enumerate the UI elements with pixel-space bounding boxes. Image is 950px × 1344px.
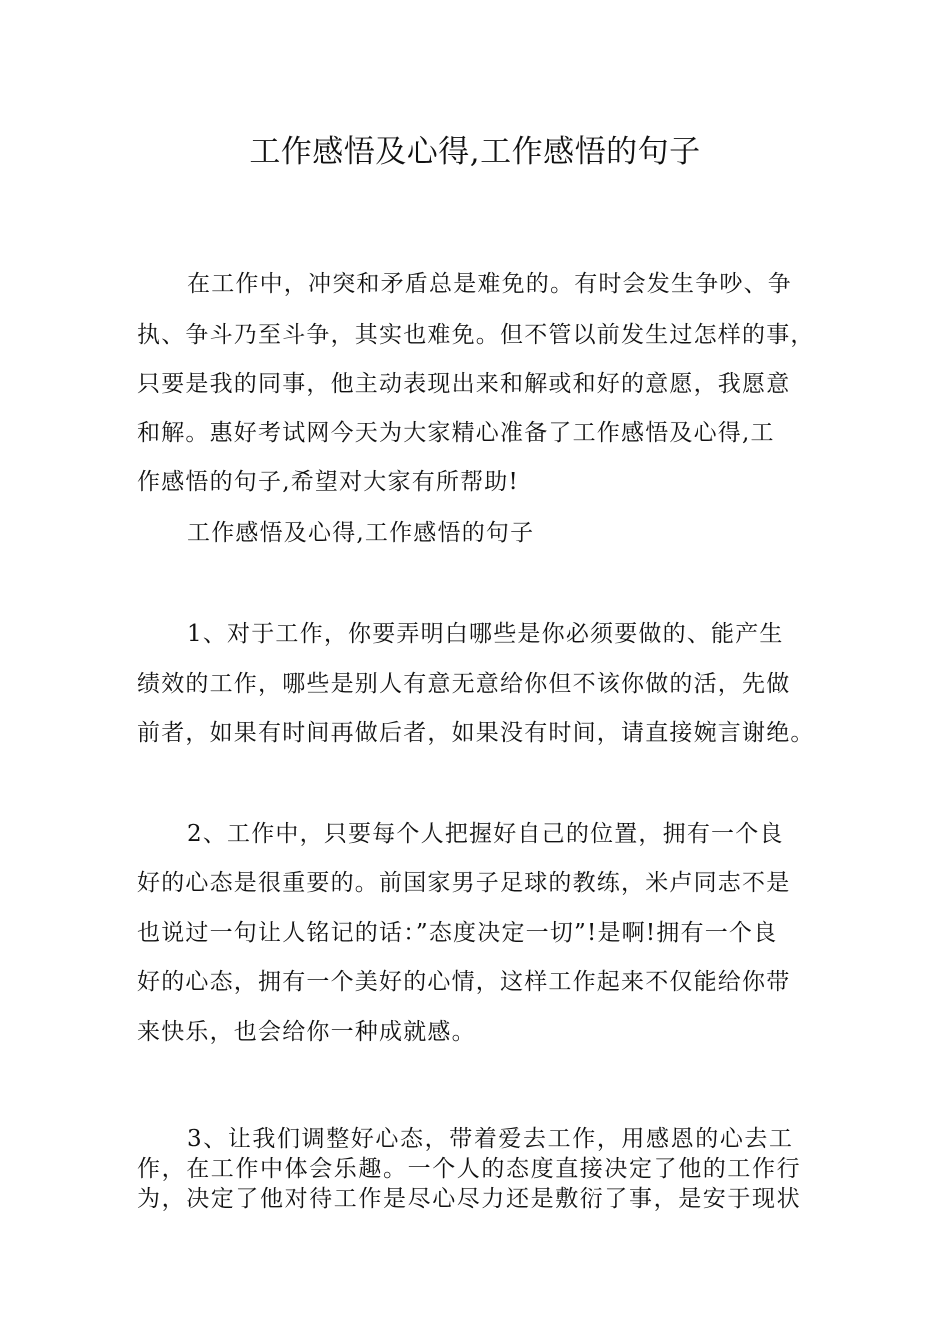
section-subtitle: 工作感悟及心得,工作感悟的句子 bbox=[187, 520, 535, 546]
intro-line-1: 在工作中，冲突和矛盾总是难免的。有时会发生争吵、争 bbox=[187, 271, 792, 297]
intro-line-2: 执、争斗乃至斗争，其实也难免。但不管以前发生过怎样的事， bbox=[137, 322, 815, 348]
intro-line-5: 作感悟的句子,希望对大家有所帮助! bbox=[137, 469, 519, 495]
item3-line-2: 作，在工作中体会乐趣。一个人的态度直接决定了他的工作行 bbox=[137, 1156, 802, 1182]
item2-line-3: 也说过一句让人铭记的话：”态度决定一切”!是啊!拥有一个良 bbox=[137, 920, 778, 946]
intro-line-3: 只要是我的同事，他主动表现出来和解或和好的意愿，我愿意 bbox=[137, 371, 791, 397]
item1-line-1: 1、对于工作，你要弄明白哪些是你必须要做的、能产生 bbox=[187, 621, 784, 647]
item3-line-3: 为，决定了他对待工作是尽心尽力还是敷衍了事，是安于现状 bbox=[137, 1186, 802, 1212]
item1-line-3: 前者，如果有时间再做后者，如果没有时间，请直接婉言谢绝。 bbox=[137, 720, 815, 746]
item2-line-5: 来快乐，也会给你一种成就感。 bbox=[137, 1019, 476, 1045]
intro-line-4: 和解。惠好考试网今天为大家精心准备了工作感悟及心得,工 bbox=[137, 420, 775, 446]
document-title: 工作感悟及心得,工作感悟的句子 bbox=[249, 134, 701, 170]
item2-line-4: 好的心态，拥有一个美好的心情，这样工作起来不仅能给你带 bbox=[137, 969, 791, 995]
item3-line-1: 3、让我们调整好心态，带着爱去工作，用感恩的心去工 bbox=[187, 1126, 794, 1152]
item1-line-2: 绩效的工作，哪些是别人有意无意给你但不该你做的活，先做 bbox=[137, 671, 791, 697]
item2-line-1: 2、工作中，只要每个人把握好自己的位置，拥有一个良 bbox=[187, 821, 784, 847]
item2-line-2: 好的心态是很重要的。前国家男子足球的教练，米卢同志不是 bbox=[137, 870, 791, 896]
